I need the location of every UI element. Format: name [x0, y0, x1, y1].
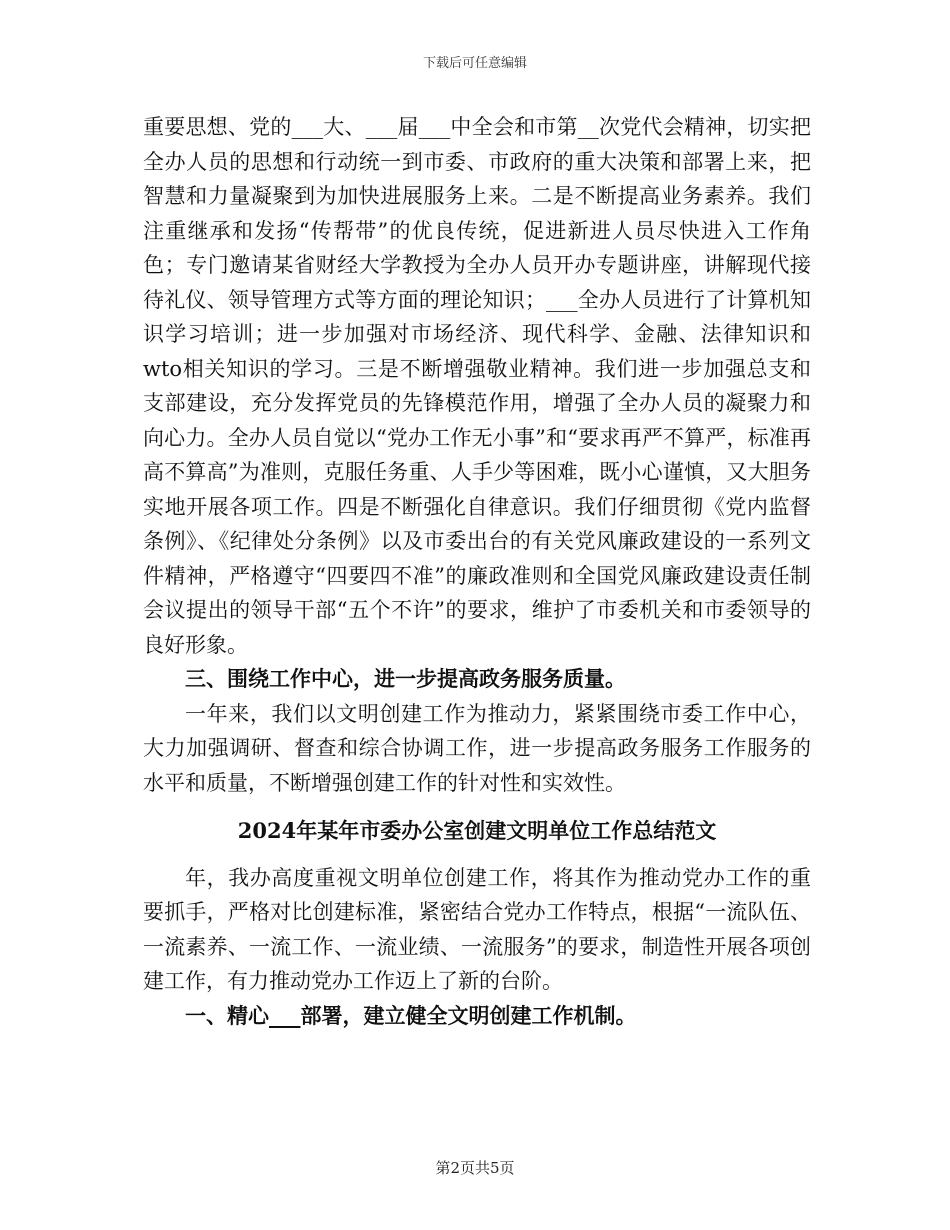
paragraph-continuation: 重要思想、党的___大、___届___中全会和市第__次党代会精神，切实把全办人员的思想和行动统一到市委、市政府的重大决策和部署上来，把智慧和力量凝聚到为加快进展服务上来。二是不断提高业务素养。我们注重继承和发扬“传帮带”的优良传统，促进新进人员尽快进入工作角色；专门邀请某省财经大学教授为全办人员开办专题讲座，讲解现代接待礼仪、领导管理方式等方面的理论知识；___全办人员进行了计算机知识学习培训；进一步加强对市场经济、现代科学、金融、法律知识和wto相关知识的学习。三是不断增强敬业精神。我们进一步加强总支和支部建设，充分发挥党员的先锋模范作用，增强了全办人员的凝聚力和向心力。全办人员自觉以“党办工作无小事”和“要求再严不算严，标准再高不算高”为准则，克服任务重、人手少等困难，既小心谨慎，又大胆务实地开展各项工作。四是不断强化自律意识。我们仔细贯彻《党内监督条例》、《纪律处分条例》以及市委出台的有关党风廉政建设的一系列文件精神，严格遵守“四要四不准”的廉政准则和全国党风廉政建设责任制会议提出的领导干部“五个不许”的要求，维护了市委机关和市委领导的良好形象。 — [143, 115, 811, 657]
document-body — [143, 110, 811, 1033]
page-header: 下载后可任意编辑 — [422, 56, 527, 71]
section-heading-3: 三、围绕工作中心，进一步提高政务服务质量。 — [185, 666, 626, 691]
document-title: 2024年某年市委办公室创建文明单位工作总结范文 — [237, 818, 717, 843]
page-number-footer: 第2页共5页 — [435, 1159, 515, 1177]
paragraph-intro: 年，我办高度重视文明单位创建工作，将其作为推动党办工作的重要抓手，严格对比创建标准，紧密结合党办工作特点，根据“一流队伍、一流素养、一流工作、一流业绩、一流服务”的要求，制造性开展各项创建工作，有力推动党办工作迈上了新的台阶。 — [143, 865, 811, 993]
paragraph-service-quality: 一年来，我们以文明创建工作为推动力，紧紧围绕市委工作中心，大力加强调研、督查和综合协调工作，进一步提高政务服务工作服务的水平和质量，不断增强创建工作的针对性和实效性。 — [143, 701, 811, 795]
section-heading-1: 一、精心___部署，建立健全文明创建工作机制。 — [185, 1002, 637, 1028]
